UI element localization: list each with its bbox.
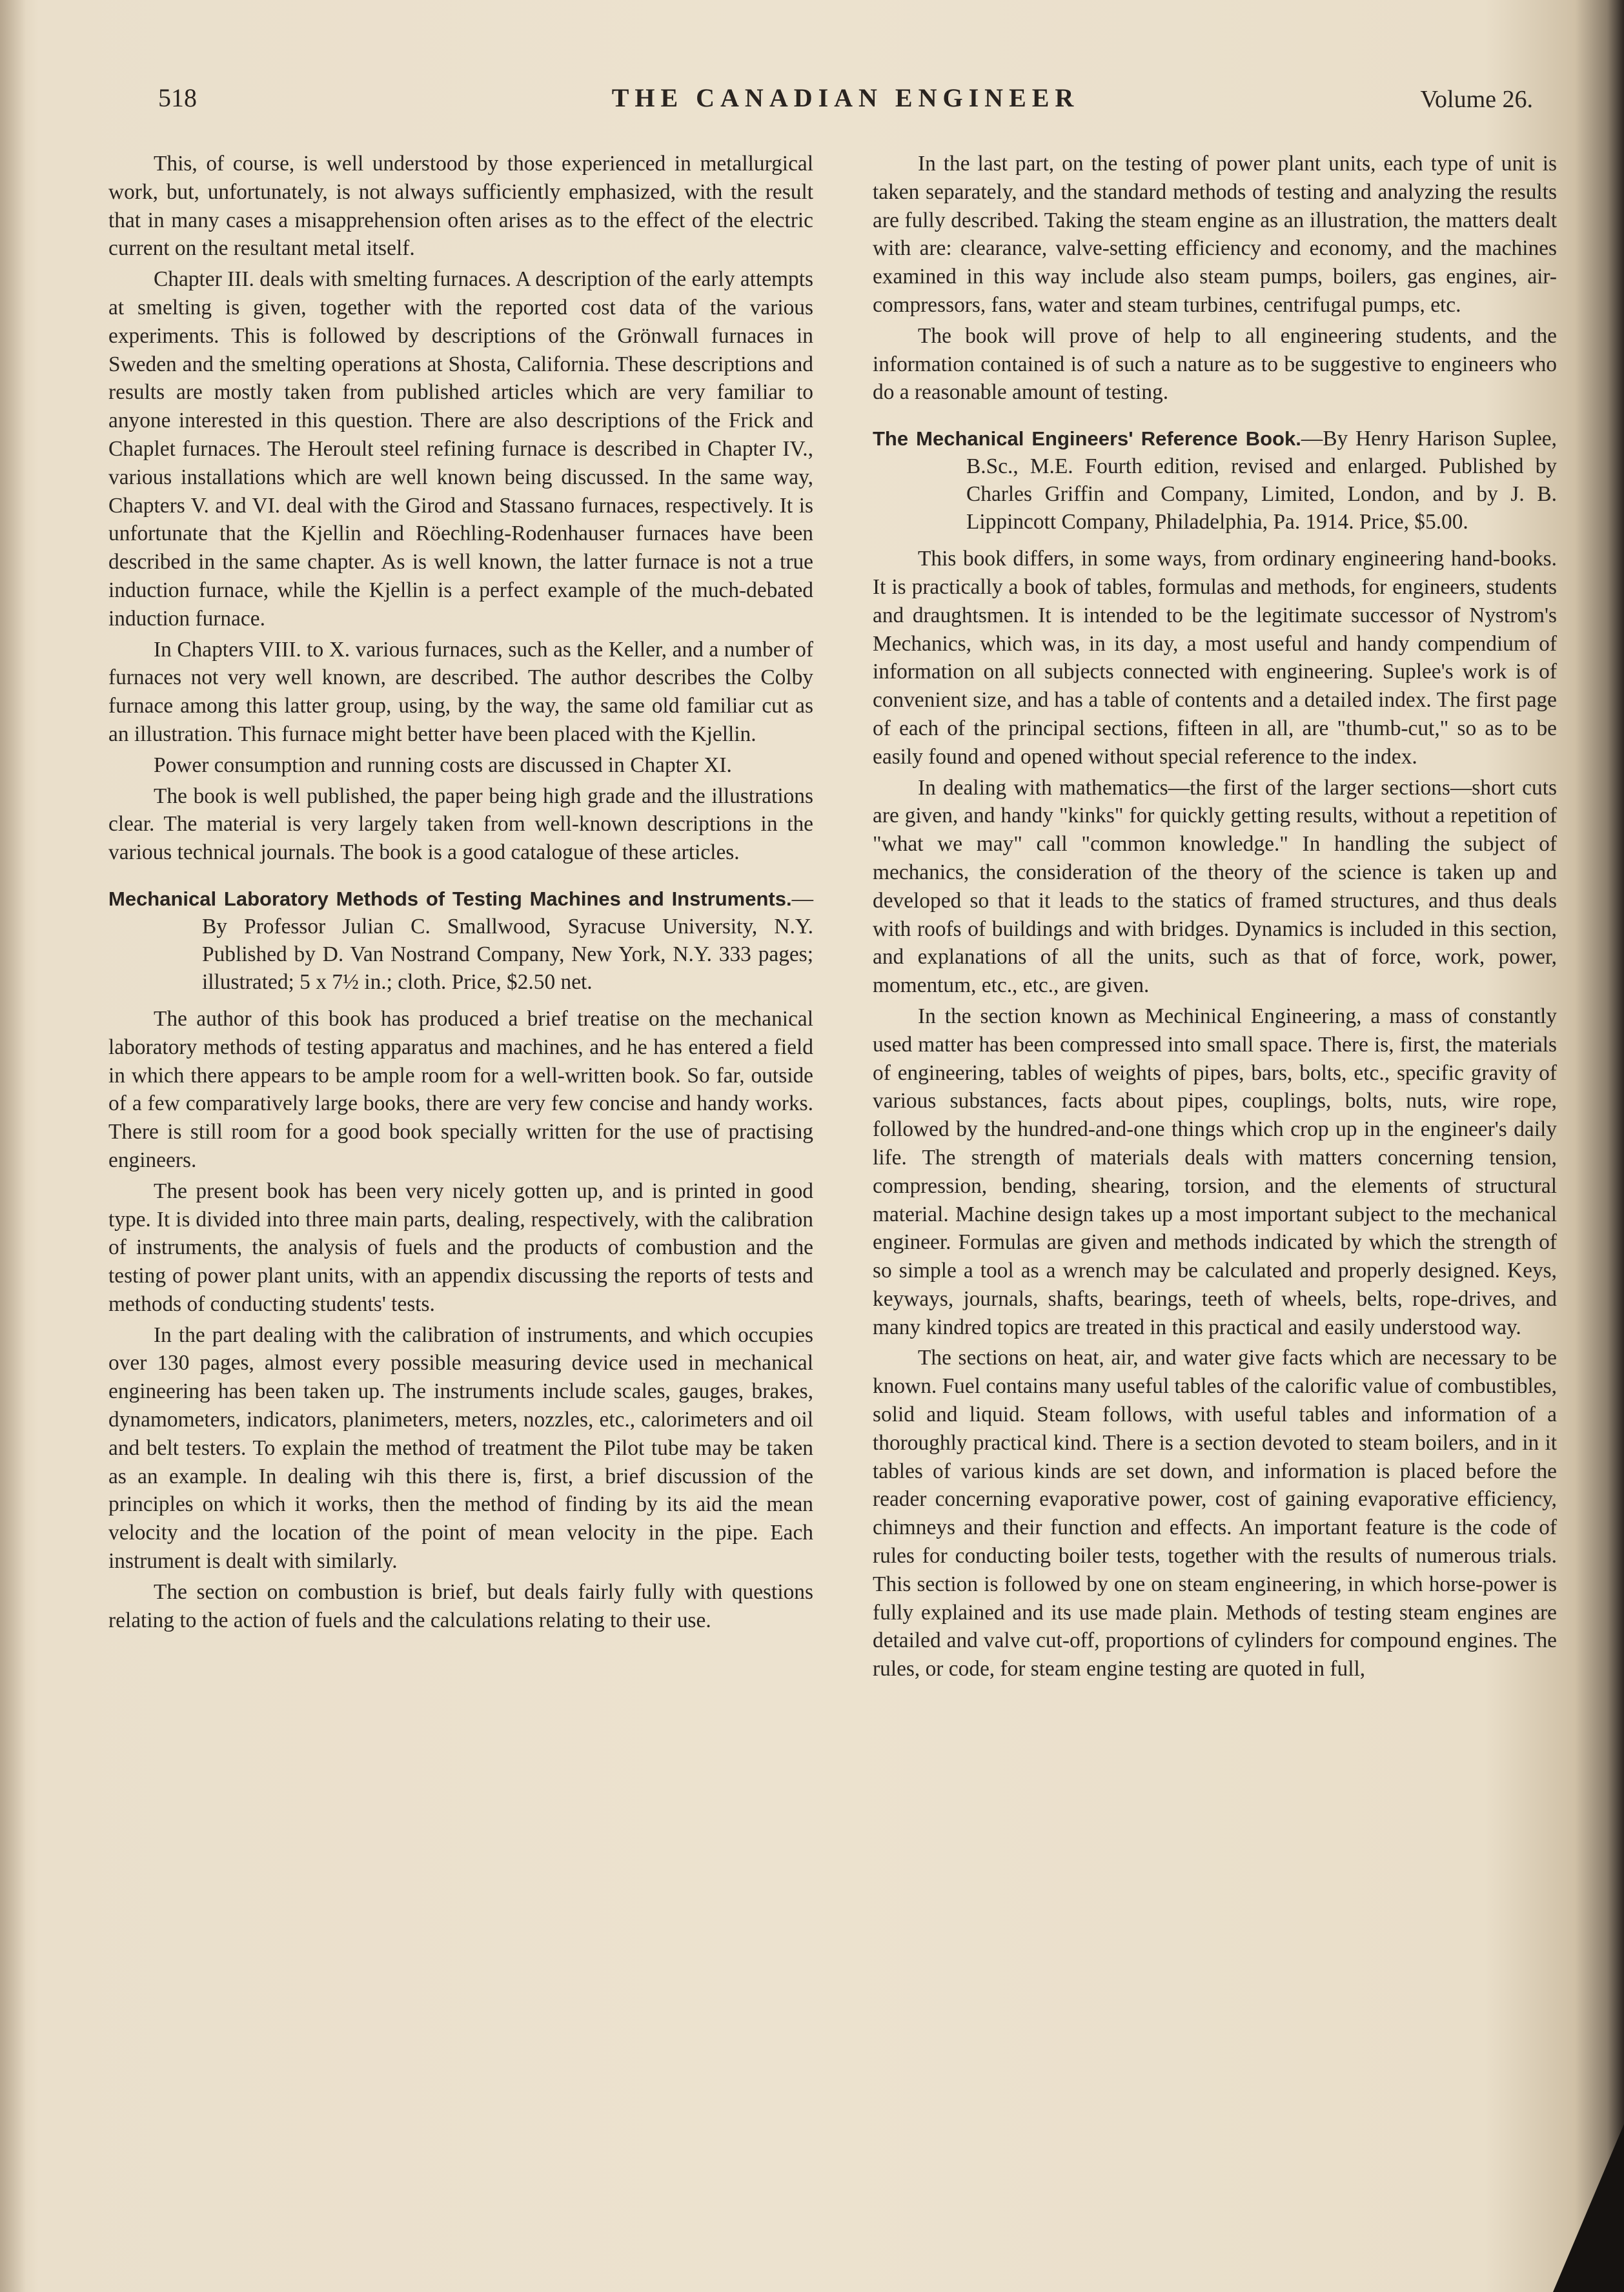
paragraph: The book is well published, the paper being high grade and the illustrations clear. The material is very largely taken from well-known descriptions in the various technical journals. The book is a good catalogue of these articles.: [108, 784, 813, 865]
paragraph: The book will prove of help to all engineering students, and the information contained is of such a nature as to be suggestive to engineers who do a reasonable amount of testing.: [873, 323, 1557, 405]
page-corner-shadow: [1553, 2124, 1624, 2292]
review-citation: —By Henry Harison Suplee, B.Sc., M.E. Fourth edition, revised and enlarged. Published by Charles Griffin and Company, Limited, London, and by J. B. Lippincott Company, Philadelphia, Pa. 1914. Price, $5.00.: [966, 427, 1557, 534]
paragraph: Power consumption and running costs are discussed in Chapter XI.: [154, 753, 732, 777]
paragraph: The section on combustion is brief, but deals fairly fully with questions relating to the action of fuels and the calculations relating to their use.: [108, 1579, 813, 1632]
review-citation: —By Professor Julian C. Smallwood, Syracuse University, N.Y. Published by D. Van Nostrand Company, New York, N.Y. 333 pages; illustrated; 5 x 7½ in.; cloth. Price, $2.50 net.: [202, 886, 813, 994]
paragraph: In Chapters VIII. to X. various furnaces, such as the Keller, and a number of furnaces not very well known, are described. The author describes the Colby furnace among this latter group, using, by the way, the same old familiar cut as an illustration. This furnace might better have been placed with the Kjellin.: [108, 637, 813, 746]
paragraph: The present book has been very nicely gotten up, and is printed in good type. It is divided into three main parts, dealing, respectively, with the calibration of instruments, the analysis of fuels and the products of combustion and the testing of power plant units, with an appendix discussing the reports of tests and methods of conducting students' tests.: [108, 1179, 813, 1316]
review-title: The Mechanical Engineers' Reference Book.: [873, 427, 1301, 451]
paragraph: In dealing with mathematics—the first of the larger sections—short cuts are given, and handy "kinks" for quickly getting results, without a repetition of "what we may" call "common knowledge." In handling the subject of mechanics, the consideration of the theory of the science is taken up and developed so that it leads to the statics of framed structures, and thus deals with roofs of buildings and with bridges. Dynamics is included in this section, and explanations of all the units, such as that of force, work, power, momentum, etc., etc., are given.: [873, 775, 1557, 998]
paragraph: The sections on heat, air, and water give facts which are necessary to be known. Fuel contains many useful tables of the calorific value of combustibles, solid and liquid. Steam follows, with useful tables and information of a thoroughly practical kind. There is a section devoted to steam boilers, and in it tables of various kinds are set down, and information is placed before the reader concerning evaporative power, cost of gaining evaporative efficiency, chimneys and their function and effects. An important feature is the code of rules for conducting boiler tests, together with the results of numerous trials. This section is followed by one on steam engineering, in which horse-power is fully explained and its use made plain. Methods of testing steam engines are detailed and valve cut-off, proportions of cylinders for compound engines. The rules, or code, for steam engine testing are quoted in full,: [873, 1346, 1557, 1681]
paragraph: The author of this book has produced a brief treatise on the mechanical laboratory methods of testing apparatus and machines, and he has entered a field in which there appears to be ample room for a well-written book. So far, outside of a few comparatively large books, there are very few concise and handy works. There is still room for a good book specially written for the use of practising engineers.: [108, 1006, 813, 1172]
journal-title: THE CANADIAN ENGINEER: [611, 83, 1080, 112]
paragraph: In the part dealing with the calibration of instruments, and which occupies over 130 pages, almost every possible measuring device used in mechanical engineering has been taken up. The instruments include scales, gauges, brakes, dynamometers, indicators, planimeters, meters, nozzles, etc., calorimeters and oil and belt testers. To explain the method of treatment the Pilot tube may be taken as an example. In dealing wih this there is, first, a brief discussion of the principles on which it works, then the method of finding by its aid the mean velocity and the location of the point of mean velocity in the pipe. Each instrument is dealt with similarly.: [108, 1323, 813, 1574]
paragraph: This book differs, in some ways, from ordinary engineering hand-books. It is practically a book of tables, formulas and methods, for engineers, students and draughtsmen. It is intended to be the legitimate successor of Nystrom's Mechanics, which was, in its day, a most useful and handy compendium of information on all subjects connected with engineering. Suplee's work is of convenient size, and has a table of contents and a detailed index. The first page of each of the principal sections, fifteen in all, are "thumb-cut," so as to be easily found and opened without special reference to the index.: [873, 547, 1557, 769]
page-number: 518: [158, 83, 197, 112]
running-header: [158, 76, 1533, 121]
spine-shadow: [0, 0, 26, 2292]
left-column: [108, 150, 813, 1634]
paragraph: This, of course, is well understood by those experienced in metallurgical work, but, unfortunately, is not always sufficiently emphasized, with the result that in many cases a misapprehension often arises as to the effect of the electric current on the resultant metal itself.: [108, 152, 813, 261]
review-heading: [108, 885, 813, 996]
review-title: Mechanical Laboratory Methods of Testing Machines and Instruments.: [108, 887, 792, 910]
right-column: [873, 150, 1557, 1683]
paragraph: In the section known as Mechinical Engineering, a mass of constantly used matter has been compressed into small space. There is, first, the materials of engineering, tables of weights of pipes, bars, bolts, etc., specific gravity of various substances, facts about pipes, couplings, bolts, nuts, wire rope, followed by the hundred-and-one things which crop up in the engineer's daily life. The strength of materials deals with matters concerning tension, compression, bending, shearing, torsion, and the elements of structural material. Machine design takes up a most important subject to the mechanical engineer. Formulas are given and methods indicated by which the strength of so simple a tool as a wrench may be calculated and properly designed. Keys, keyways, journals, shafts, bearings, teeth of wheels, belts, rope-drives, and many kindred topics are treated in this practical and easily understood way.: [873, 1004, 1557, 1339]
paragraph: In the last part, on the testing of power plant units, each type of unit is taken separately, and the standard methods of testing and analyzing the results are fully described. Taking the steam engine as an illustration, the matters dealt with are: clearance, valve-setting efficiency and economy, and the machines examined in this way include also steam pumps, boilers, gas engines, air-compressors, fans, water and steam turbines, centrifugal pumps, etc.: [873, 152, 1557, 317]
volume-label: Volume 26.: [1420, 86, 1533, 113]
review-heading: [873, 425, 1557, 536]
paragraph: Chapter III. deals with smelting furnaces. A description of the early attempts at smelting is given, together with the reported cost data of the various experiments. This is followed by descriptions of the Grönwall furnaces in Sweden and the smelting operations at Shosta, California. These descriptions and results are mostly taken from published articles which are very familiar to anyone interested in this question. There are also descriptions of the Frick and Chaplet furnaces. The Heroult steel refining furnace is described in Chapter IV., various installations which are well known being discussed. In the same way, Chapters V. and VI. deal with the Girod and Stassano furnaces, respectively. It is unfortunate that the Kjellin and Röechling-Rodenhauser furnaces have been described in the same chapter. As is well known, the latter furnace is not a true induction furnace, while the Kjellin is a perfect example of the much-debated induction furnace.: [108, 267, 813, 631]
